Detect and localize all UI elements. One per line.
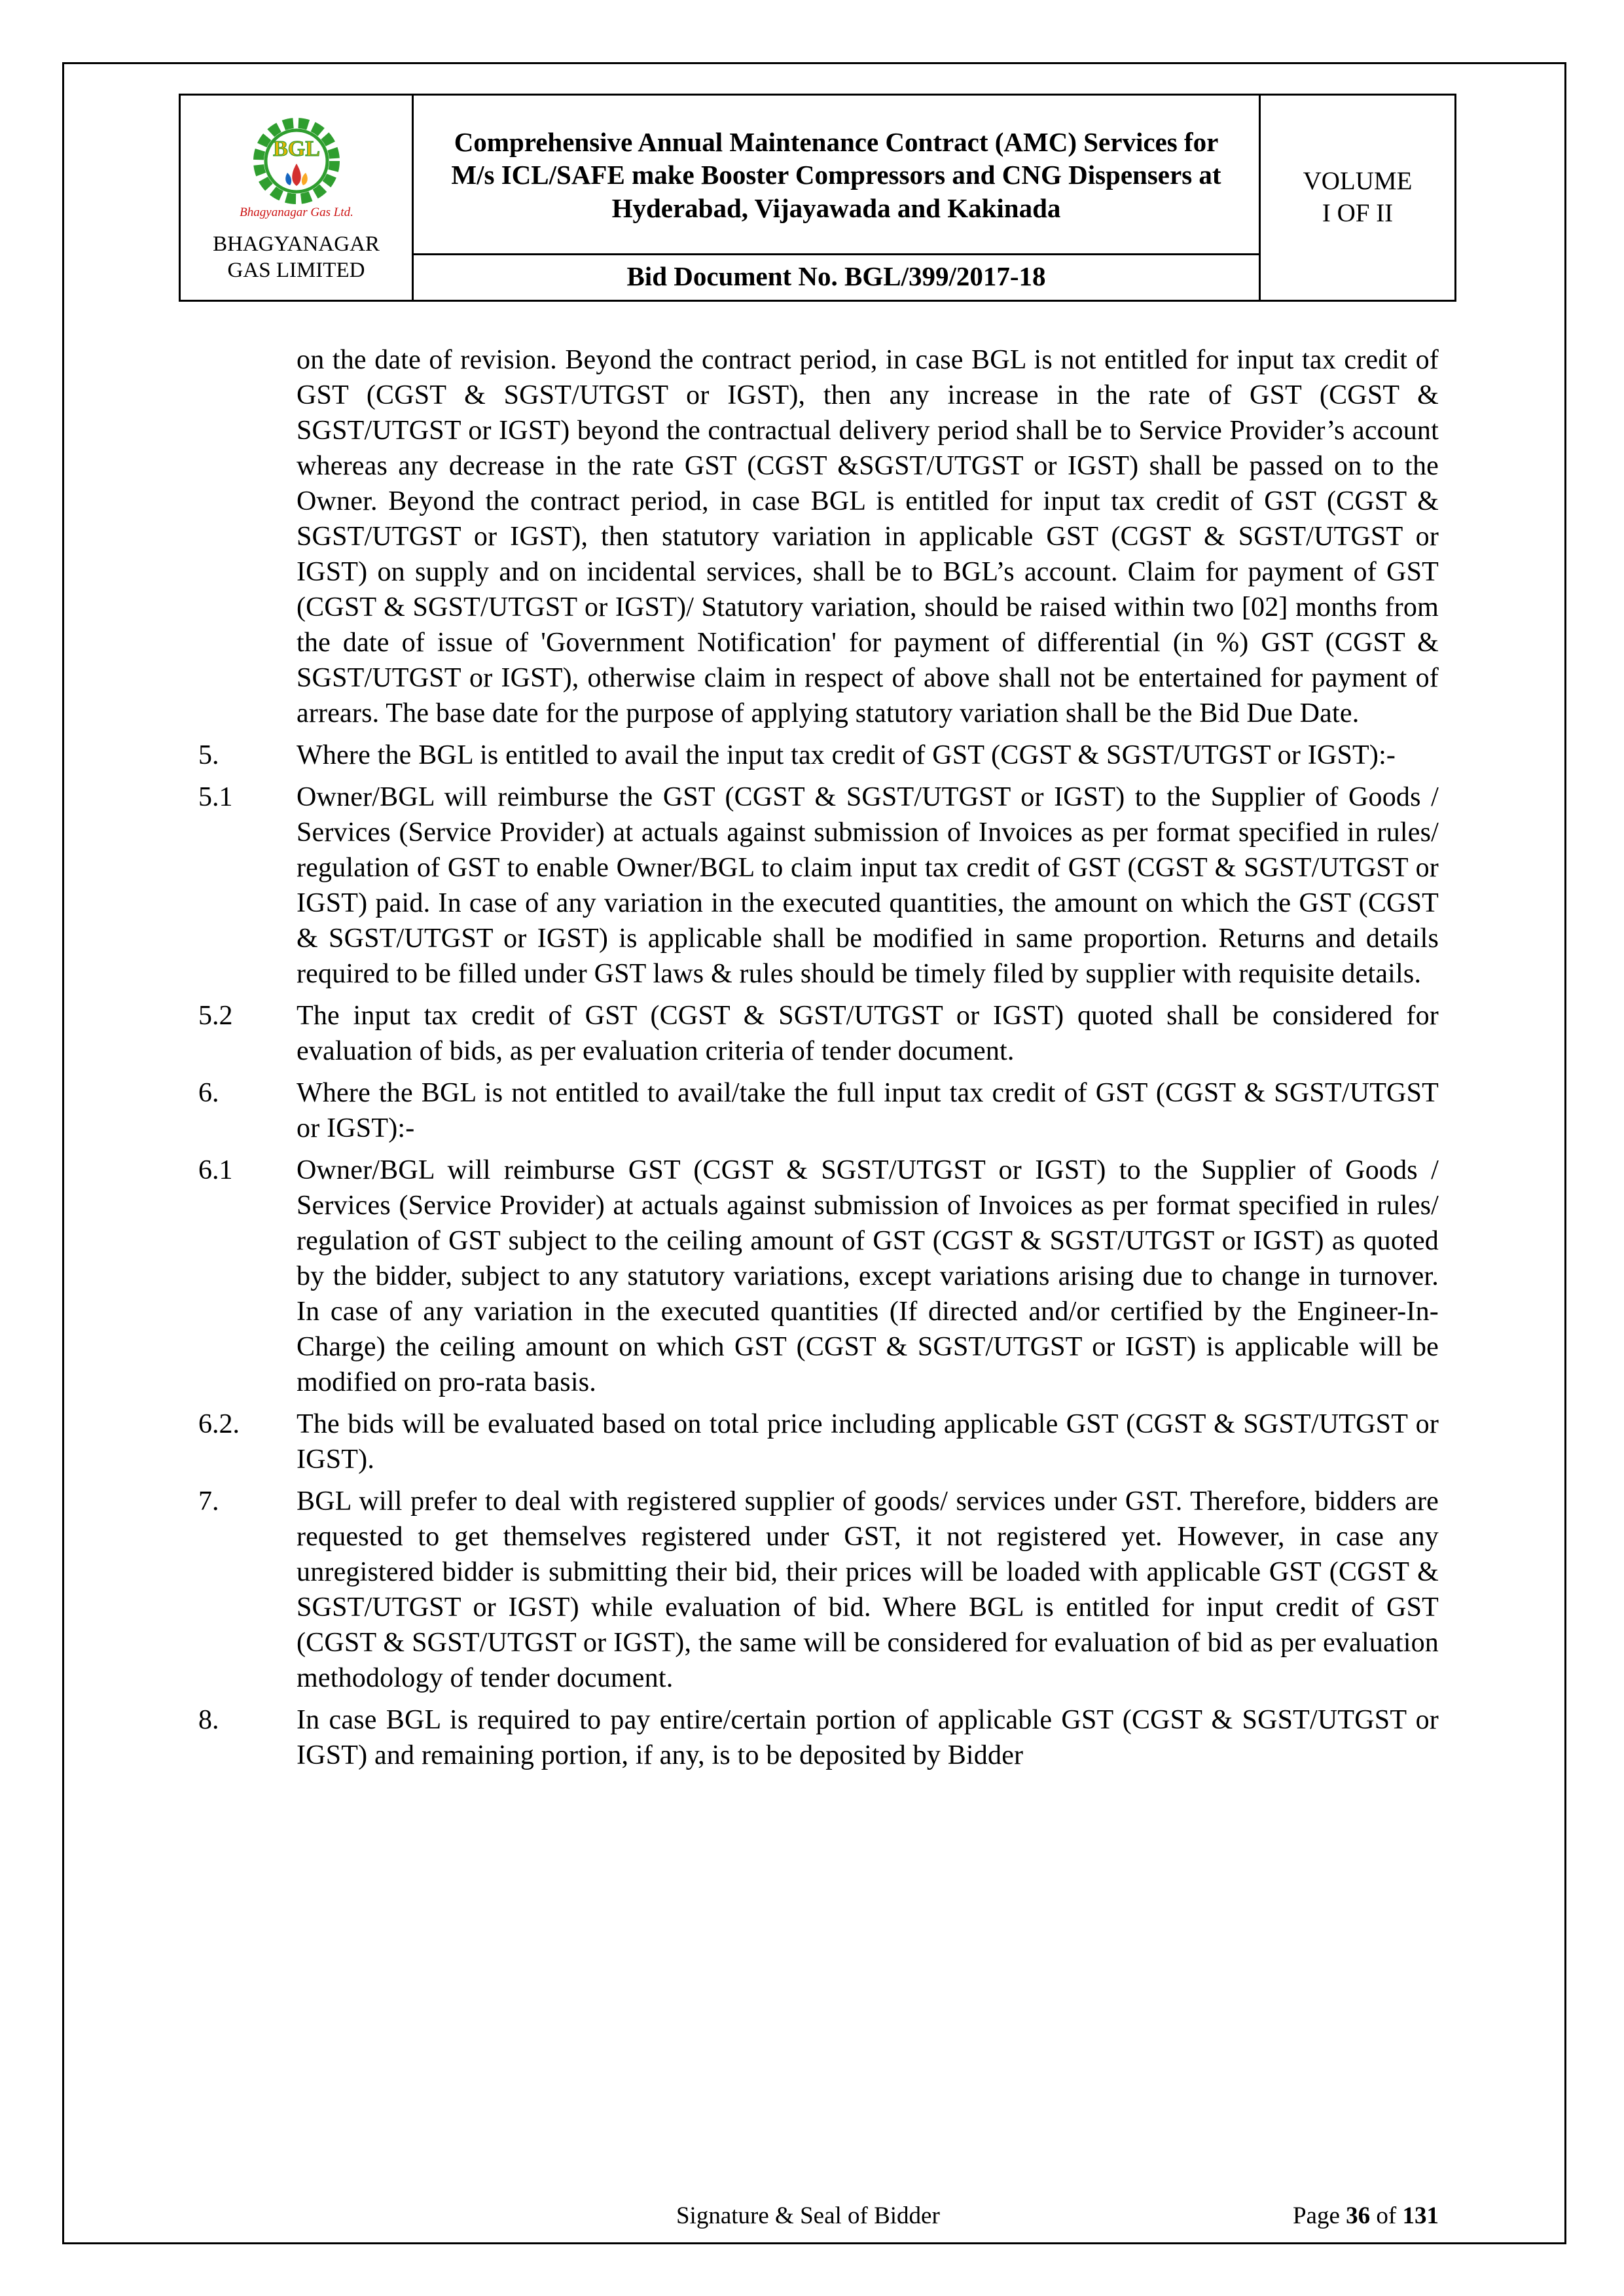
bgl-logo-icon [228,111,365,229]
paragraph-number: 6.2. [198,1409,240,1439]
paragraph-8 [198,1702,1439,1773]
paragraph-text: The input tax credit of GST (CGST & SGST/UTGST or IGST) quoted shall be considered for evaluation of bids, as per evaluation criteria of tender document. [297,1001,1439,1066]
volume-line-2: I OF II [1322,199,1394,227]
of-word: of [1376,2202,1397,2229]
paragraph-text: The bids will be evaluated based on total price including applicable GST (CGST & SGST/UTGST or IGST). [297,1409,1439,1475]
paragraph-number [198,342,297,731]
current-page-number: 36 [1346,2202,1371,2229]
header-volume-cell [1261,96,1454,300]
paragraph-number: 8. [198,1705,219,1735]
paragraph-text: BGL will prefer to deal with registered supplier of goods/ services under GST. Therefore, bidders are requested to get themselves registered under GST, it not registered yet. However, in case any unregistered bidder is submitting their bid, their prices will be loaded with applicable GST (CGST & SGST/UTGST or IGST) while evaluation of bid. Where BGL is entitled for input credit of GST (CGST & SGST/UTGST or IGST), the same will be considered for evaluation of bid as per evaluation methodology of tender document. [297,1486,1439,1693]
paragraph-continuation [198,342,1439,731]
paragraph-text: In case BGL is required to pay entire/certain portion of applicable GST (CGST & SGST/UTGST or IGST) and remaining portion, if any, is to be deposited by Bidder [297,1705,1439,1770]
paragraph-6-2 [198,1407,1439,1477]
document-title: Comprehensive Annual Maintenance Contract (AMC) Services for M/s ICL/SAFE make Booster Compressors and CNG Dispensers at Hyderabad, Vijayawada and Kakinada [451,127,1221,223]
paragraph-6-1 [198,1153,1439,1400]
page-number-label [1293,2202,1439,2230]
logo-tagline: Bhagyanagar Gas Ltd. [239,206,353,220]
page-footer [198,2202,1439,2233]
paragraph-number: 7. [198,1486,219,1516]
bid-document-number: Bid Document No. BGL/399/2017-18 [414,253,1259,300]
paragraph-5 [198,738,1439,773]
logo-monogram: BGL [272,137,320,162]
page-border-frame [62,62,1566,2244]
paragraph-7 [198,1484,1439,1696]
paragraph-number: 5.2 [198,1001,233,1031]
company-name: BHAGYANAGAR GAS LIMITED [213,232,380,282]
paragraph-number: 5.1 [198,782,233,812]
header-title-cell [414,96,1261,300]
paragraph-text: Owner/BGL will reimburse GST (CGST & SGST/UTGST or IGST) to the Supplier of Goods / Services (Service Provider) at actuals against submission of Invoices as per format specified in rules/ regulation of GST subject to the ceiling amount of GST (CGST & SGST/UTGST or IGST) as quoted by the bidder, subject to any statutory variations, except variations arising due to change in turnover. In case of any variation in the executed quantities (If directed and/or certified by the Engineer-In-Charge) the ceiling amount on which GST (CGST & SGST/UTGST or IGST) is applicable will be modified on pro-rata basis. [297,1155,1439,1397]
paragraph-6 [198,1075,1439,1146]
volume-line-1: VOLUME [1303,167,1413,196]
signature-seal-label: Signature & Seal of Bidder [676,2202,940,2229]
header-table [179,94,1456,302]
paragraph-text: Owner/BGL will reimburse the GST (CGST & SGST/UTGST or IGST) to the Supplier of Goods / Services (Service Provider) at actuals against submission of Invoices as per format specified in rules/ regulation of GST to enable Owner/BGL to claim input tax credit of GST (CGST & SGST/UTGST or IGST) paid. In case of any variation in the executed quantities, the amount on which the GST (CGST & SGST/UTGST or IGST) is applicable shall be modified in same proportion. Returns and details required to be filled under GST laws & rules should be timely filed by supplier with requisite details. [297,782,1439,989]
header-logo-cell [181,96,414,300]
paragraph-text: Where the BGL is not entitled to avail/take the full input tax credit of GST (CGST & SGST/UTGST or IGST):- [297,1078,1439,1143]
paragraph-number: 6.1 [198,1155,233,1185]
total-page-number: 131 [1402,2202,1439,2229]
paragraph-number: 6. [198,1078,219,1108]
paragraph-text: Where the BGL is entitled to avail the input tax credit of GST (CGST & SGST/UTGST or IGST):- [297,740,1396,770]
paragraph-number: 5. [198,740,219,770]
paragraph-5-1 [198,780,1439,992]
document-body [198,342,1439,1780]
paragraph-5-2 [198,998,1439,1069]
page-word: Page [1292,2202,1340,2229]
paragraph-text: on the date of revision. Beyond the contract period, in case BGL is not entitled for input tax credit of GST (CGST & SGST/UTGST or IGST), then any increase in the rate of GST (CGST & SGST/UTGST or IGST) beyond the contractual delivery period shall be to Service Provider’s account whereas any decrease in the rate GST (CGST &SGST/UTGST or IGST) shall be passed on to the Owner. Beyond the contract period, in case BGL is entitled for input tax credit of GST (CGST & SGST/UTGST or IGST), then statutory variation in applicable GST (CGST & SGST/UTGST or IGST) on supply and on incidental services, shall be to BGL’s account. Claim for payment of GST (CGST & SGST/UTGST or IGST)/ Statutory variation, should be raised within two [02] months from the date of issue of 'Government Notification' for payment of differential (in %) GST (CGST & SGST/UTGST or IGST), otherwise claim in respect of above shall not be entertained for payment of arrears. The base date for the purpose of applying statutory variation shall be the Bid Due Date. [297,345,1439,728]
